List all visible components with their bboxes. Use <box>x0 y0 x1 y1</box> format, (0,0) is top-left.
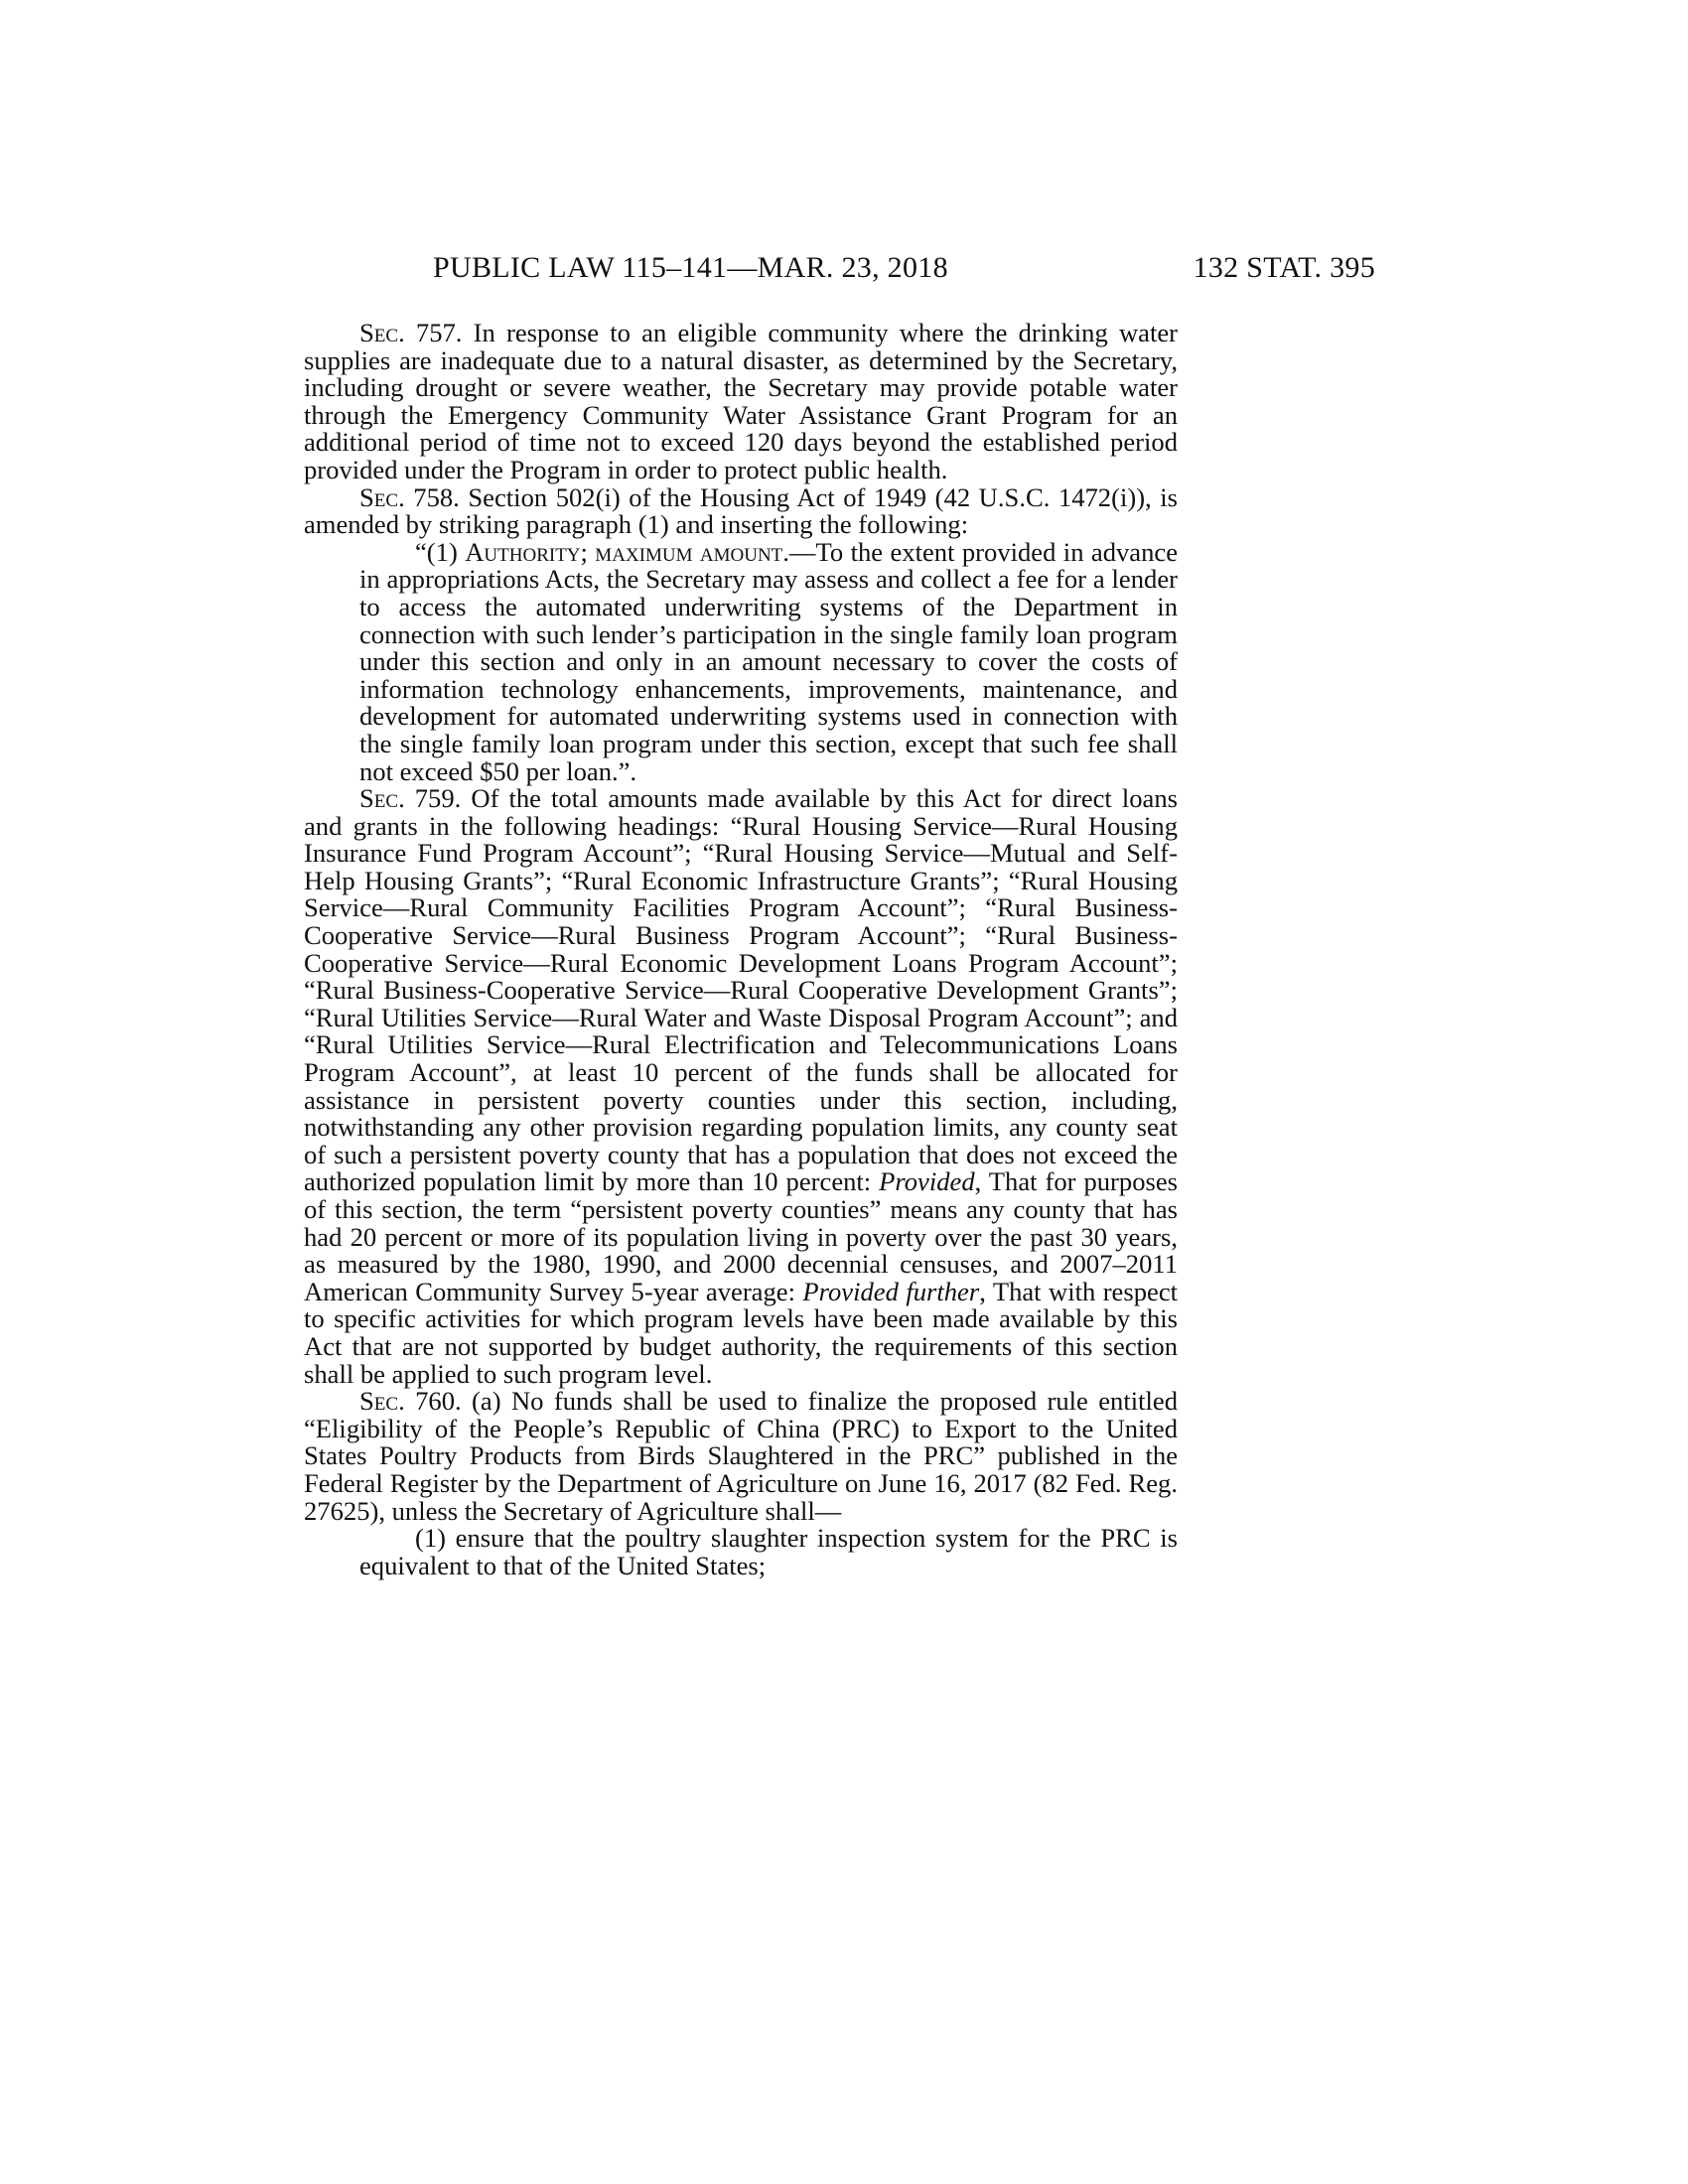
section-text: Section 502(i) of the Housing Act of 1949 (42 U.S.C. 1472(i)), is amended by striking paragraph (1) and inserting the following: <box>304 481 1179 540</box>
section-label: Sec. 760. <box>359 1386 462 1417</box>
section-label: Sec. 758. <box>359 481 460 512</box>
quote-heading: Authority; maximum amount. <box>465 536 789 567</box>
section-text: (a) No funds shall be used to finalize the proposed rule entitled “Eligibility of the People’s Republic of China (PRC) to Export to the United States Poultry Products from Birds Slaughtered in the PRC” published in the Federal Register by the Department of Agriculture on June 16, 2017 (82 Fed. Reg. 27625), unless the Secretary of Agriculture shall— <box>304 1386 1178 1526</box>
section-757 <box>304 320 1178 484</box>
section-text: , That with respect to specific activities for which program levels have been made available by this Act that are not supported by budget authority, the requirements of this section shall be applied to such program level. <box>304 1276 1179 1389</box>
section-text: Of the total amounts made available by this Act for direct loans and grants in the following headings: “Rural Housing Service—Rural Housing Insurance Fund Program Account”; “Rural Housing Service—Mutual and Self-Help Housing Grants”; “Rural Economic Infrastructure Grants”; “Rural Housing Service—Rural Community Facilities Program Account”; “Rural Business-Cooperative Service—Rural Business Program Account”; “Rural Business-Cooperative Service—Rural Economic Development Loans Program Account”; “Rural Business-Cooperative Service—Rural Cooperative Development Grants”; “Rural Utilities Service—Rural Water and Waste Disposal Program Account”; and “Rural Utilities Service—Rural Electrification and Telecommunications Loans Program Account”, at least 10 percent of the funds shall be allocated for assistance in persistent poverty counties under this section, including, notwithstanding any other provision regarding population limits, any county seat of such a persistent poverty county that has a population that does not exceed the authorized population limit by more than 10 percent: <box>304 783 1178 1197</box>
section-760 <box>304 1388 1178 1525</box>
quoted-paragraph <box>359 536 1178 786</box>
proviso: Provided further <box>802 1276 980 1306</box>
section-label: Sec. 759. <box>359 783 462 814</box>
page-header <box>298 248 1375 288</box>
section-758 <box>304 481 1179 540</box>
proviso: Provided <box>879 1166 975 1197</box>
document-body <box>304 320 1178 1579</box>
quote-text: —To the extent provided in advance in appropriations Acts, the Secretary may assess and collect a fee for a lender to access the automated underwriting systems of the Department in connection with such lender’s participation in the single family loan program under this section and only in an amount necessary to cover the costs of information technology enhancements, improvements, maintenance, and development for automated underwriting systems used in connection with the single family loan program under this section, except that such fee shall not exceed $50 per loan.”. <box>359 536 1178 786</box>
section-label: Sec. 757. <box>359 318 463 347</box>
running-head: PUBLIC LAW 115–141—MAR. 23, 2018 <box>433 251 948 284</box>
section-text: In response to an eligible community where the drinking water supplies are inadequate due to a natural disaster, as determined by the Secretary, including drought or severe weather, the Secretary may provide potable water through the Emergency Community Water Assistance Grant Program for an additional period of time not to exceed 120 days beyond the established period provided under the Program in order to protect public health. <box>304 318 1178 484</box>
statute-citation: 132 STAT. 395 <box>1193 251 1375 284</box>
subparagraph-1: (1) ensure that the poultry slaughter inspection system for the PRC is equivalent to that of the United States; <box>359 1523 1178 1580</box>
quote-open: “(1) <box>415 536 466 567</box>
section-text: , That for purposes of this section, the term “persistent poverty counties” means any county that has had 20 percent or more of its population living in poverty over the past 30 years, as measured by the 1980, 1990, and 2000 decennial censuses, and 2007–2011 American Community Survey 5-year average: <box>304 1166 1178 1306</box>
section-759 <box>304 785 1178 1388</box>
